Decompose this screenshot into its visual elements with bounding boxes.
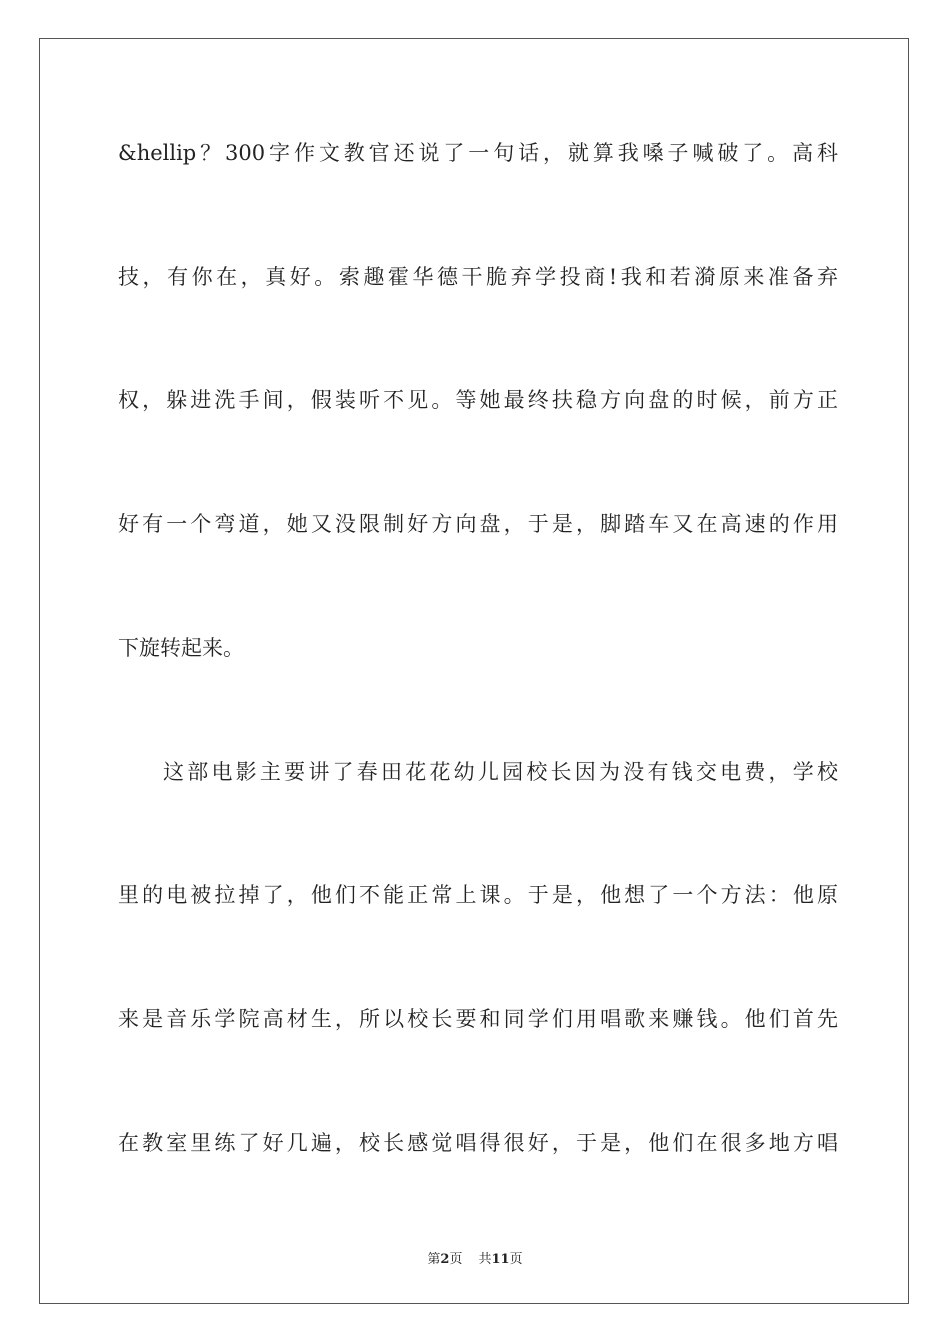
- page-border: [39, 38, 909, 1304]
- paragraph-line-2: 技，有你在，真好。索趣霍华德干脆弃学投商!我和若漪原来准备弃: [118, 265, 838, 289]
- footer-total-prefix: 共: [478, 1252, 492, 1267]
- footer-page-suffix: 页: [449, 1252, 463, 1267]
- paragraph-2-line-2: 里的电被拉掉了，他们不能正常上课。于是，他想了一个方法：他原: [118, 883, 838, 907]
- paragraph-2-line-1: 这部电影主要讲了春田花花幼儿园校长因为没有钱交电费，学校: [163, 760, 838, 784]
- paragraph-2-line-4: 在教室里练了好几遍，校长感觉唱得很好，于是，他们在很多地方唱: [118, 1131, 838, 1155]
- footer-page-current: 2: [440, 1252, 450, 1267]
- footer-page-total: 11: [491, 1252, 510, 1267]
- paragraph-line-3: 权，躲进洗手间，假装听不见。等她最终扶稳方向盘的时候，前方正: [118, 388, 838, 412]
- paragraph-line-5: 下旋转起来。: [118, 636, 244, 660]
- paragraph-line-4: 好有一个弯道，她又没限制好方向盘，于是，脚踏车又在高速的作用: [118, 512, 838, 536]
- footer-page-prefix: 第: [427, 1252, 441, 1267]
- footer-total-suffix: 页: [509, 1252, 523, 1267]
- paragraph-line-1: &hellip？300字作文教官还说了一句话，就算我嗓子喊破了。高科: [118, 141, 838, 165]
- page-footer: [0, 1248, 950, 1267]
- paragraph-2-line-3: 来是音乐学院高材生，所以校长要和同学们用唱歌来赚钱。他们首先: [118, 1007, 838, 1031]
